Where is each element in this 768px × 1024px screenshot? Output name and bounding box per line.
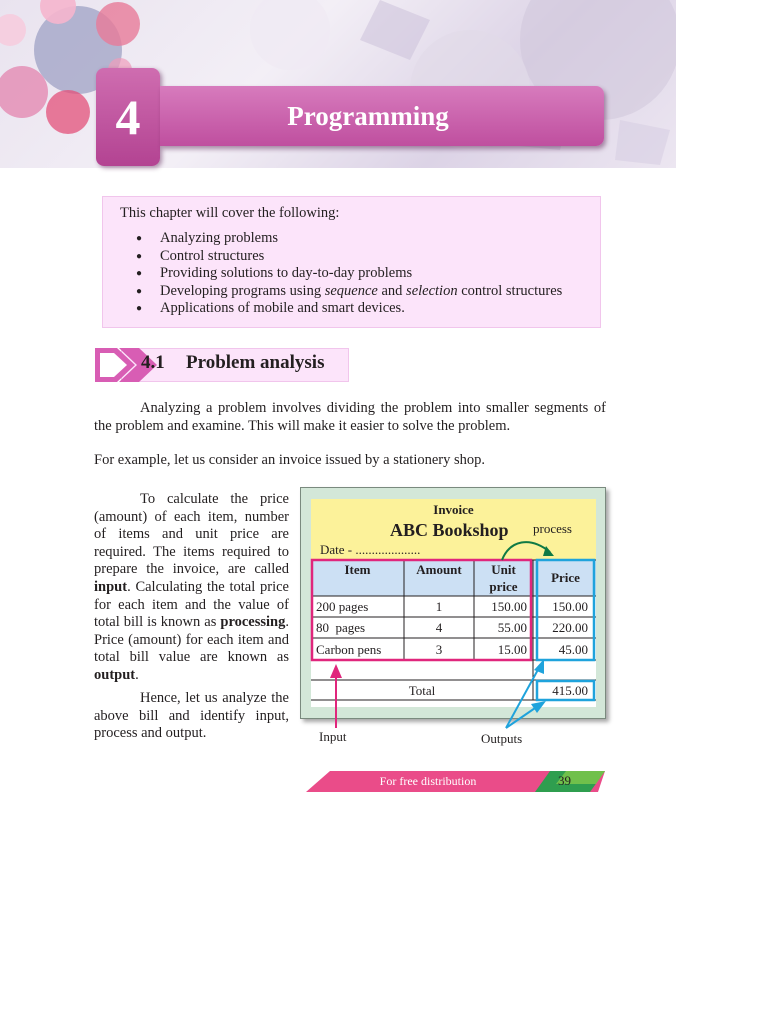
row-item: 80 pages (316, 620, 366, 635)
coverage-item: ● Providing solutions to day-to-day problems (136, 265, 600, 283)
coverage-item: ● Control structures (136, 248, 600, 266)
input-label: Input (319, 729, 347, 744)
paragraph-hence: Hence, let us analyze the above bill and identify input, process and output. (94, 690, 289, 742)
header-price: Price (551, 570, 580, 585)
total-value: 415.00 (552, 683, 588, 698)
row-unit-price: 55.00 (497, 620, 527, 635)
coverage-item: ● Analyzing problems (136, 230, 600, 248)
coverage-emphasis: sequence (324, 282, 378, 299)
term-processing: processing (220, 614, 286, 631)
row-price: 150.00 (552, 599, 588, 614)
paragraph-text: To calculate the price (amount) of each item, number of items and unit price are required. The items required to prepare the invoice, are called (94, 491, 289, 578)
coverage-text: Developing programs using (160, 282, 325, 299)
footer-text: For free distribution (379, 774, 477, 788)
outputs-label: Outputs (481, 731, 523, 746)
section-title: Problem analysis (186, 352, 325, 373)
paragraph-analysis: Analyzing a problem involves dividing the problem into smaller segments of the problem and examine. This will make it easier to solve the problem. (94, 400, 606, 434)
header-unit-price-line2: price (489, 579, 518, 594)
header-unit-price-line1: Unit (491, 562, 516, 577)
coverage-text: control structures (457, 282, 563, 299)
page-number: 39 (558, 773, 571, 788)
coverage-emphasis: selection (406, 282, 458, 299)
coverage-text: and (377, 282, 407, 299)
row-item: Carbon pens (316, 642, 382, 657)
row-unit-price: 15.00 (497, 642, 527, 657)
row-unit-price: 150.00 (491, 599, 527, 614)
section-number: 4.1 (141, 352, 165, 373)
row-amount: 4 (435, 620, 443, 635)
chapter-title: Programming (287, 100, 449, 131)
invoice-title: Invoice (433, 502, 474, 517)
row-amount: 1 (435, 599, 443, 614)
paragraph-text: . (135, 666, 139, 683)
output-arrow-total (506, 706, 538, 728)
input-arrowhead (330, 664, 342, 678)
coverage-item: ● Applications of mobile and smart devices. (136, 300, 600, 318)
output-arrowhead-total (531, 701, 546, 713)
paragraph-text: . Price (amount) for each item and total bill value are known as (94, 614, 289, 666)
invoice-shop-name: ABC Bookshop (390, 520, 509, 540)
total-label: Total (408, 683, 436, 698)
process-label: process (533, 521, 572, 536)
row-price: 45.00 (558, 642, 588, 657)
header-amount: Amount (416, 562, 462, 577)
row-item: 200 pages (316, 599, 369, 614)
coverage-intro: This chapter will cover the following: (120, 205, 340, 221)
invoice-date: Date - .................... (320, 542, 421, 557)
paragraph-text: . Calculating the total price for each item and the value of total bill is known as (94, 578, 289, 631)
row-price: 220.00 (552, 620, 588, 635)
paragraph-example: For example, let us consider an invoice issued by a stationery shop. (94, 452, 486, 468)
term-input: input (94, 578, 128, 595)
header-item: Item (344, 562, 371, 577)
chapter-number: 4 (115, 89, 141, 145)
row-amount: 3 (435, 642, 443, 657)
term-output: output (94, 666, 136, 683)
process-arrow (502, 542, 550, 560)
